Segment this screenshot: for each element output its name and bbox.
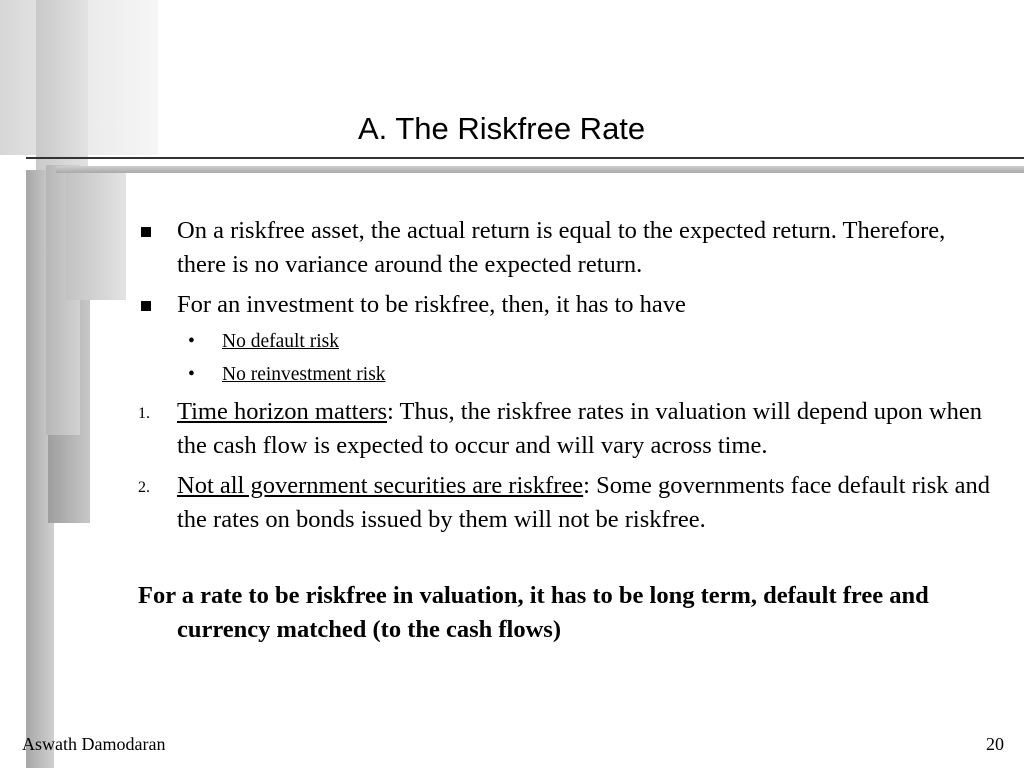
dot-bullet-icon: • (188, 331, 195, 352)
sub-bullet-text: No default risk (222, 331, 339, 352)
numbered-item (138, 395, 998, 463)
dot-bullet-icon: • (188, 364, 195, 385)
title-divider (26, 157, 1024, 159)
sub-bullet-item (138, 361, 998, 389)
page-number: 20 (986, 734, 1004, 754)
bullet-text: For an investment to be riskfree, then, it has to have (177, 291, 686, 318)
item-number: 2. (138, 479, 150, 496)
item-heading: Time horizon matters (177, 398, 388, 425)
slide-body (138, 212, 998, 647)
square-bullet-icon (141, 301, 151, 311)
slide-title: A. The Riskfree Rate (358, 111, 646, 146)
bullet-text: On a riskfree asset, the actual return is equal to the expected return. Therefore, there is no variance around the expected return. (177, 217, 946, 278)
item-text: : Thus, the riskfree rates in valuation will depend upon when the cash flow is expected to occur and will vary across time. (177, 398, 982, 459)
decor-bar (66, 170, 126, 300)
item-heading: Not all government securities are riskfree (177, 472, 584, 499)
item-number: 1. (138, 405, 150, 422)
footer-author: Aswath Damodaran (22, 734, 166, 754)
sub-bullet-text: No reinvestment risk (222, 364, 386, 385)
title-divider-shadow (56, 166, 1024, 173)
bullet-item (138, 288, 998, 322)
bullet-item (138, 214, 998, 282)
sub-bullet-item (138, 328, 998, 356)
numbered-item (138, 469, 998, 537)
square-bullet-icon (141, 227, 151, 237)
conclusion-text: For a rate to be riskfree in valuation, it has to be long term, default free and currency matched (to the cash flows) (138, 582, 929, 643)
item-text: : Some governments face default risk and the rates on bonds issued by them will not be riskfree. (177, 472, 990, 533)
